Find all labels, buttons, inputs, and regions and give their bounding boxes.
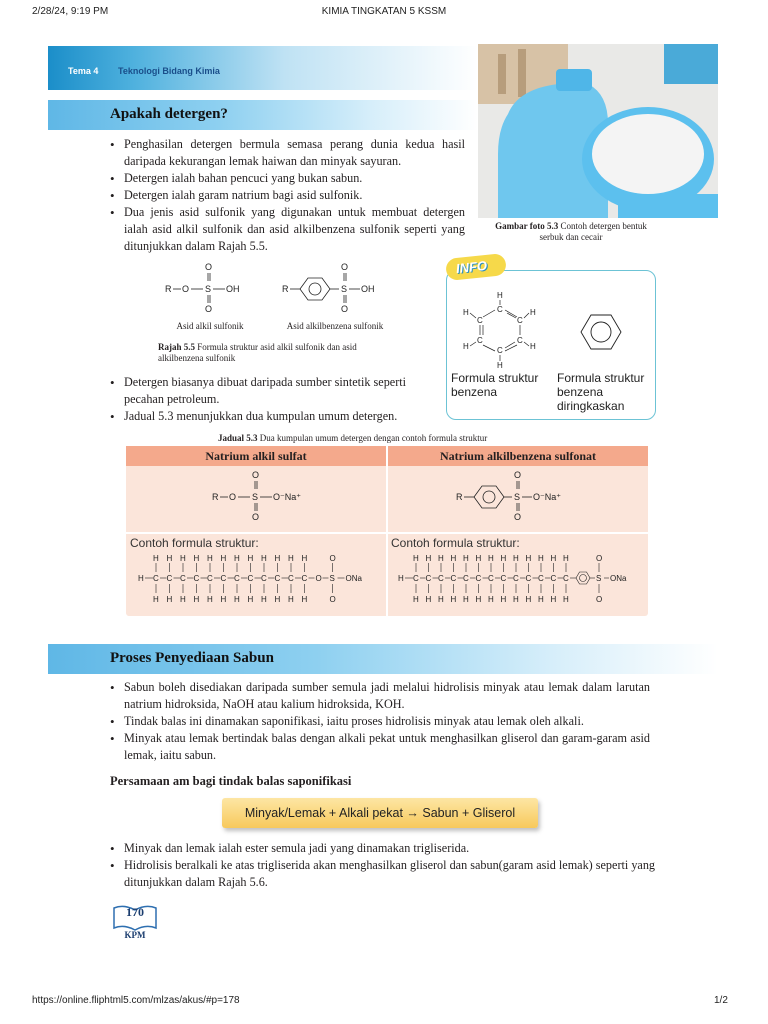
svg-text:H: H <box>207 595 213 604</box>
svg-text:R: R <box>282 284 289 294</box>
svg-text:S: S <box>341 284 348 294</box>
saponifikasi-equation: Minyak/Lemak + Alkali pekat → Sabun + Gliserol <box>244 806 516 820</box>
contoh-label-1: Contoh formula struktur: <box>130 536 259 550</box>
svg-text:C: C <box>513 574 519 583</box>
svg-text:H: H <box>497 291 503 300</box>
svg-text:H: H <box>550 595 557 604</box>
svg-text:C: C <box>166 574 173 583</box>
svg-text:H: H <box>488 554 494 563</box>
sabun-bullet-list-2 <box>110 840 655 891</box>
svg-text:O⁻Na⁺: O⁻Na⁺ <box>273 492 302 502</box>
svg-text:C: C <box>550 574 557 583</box>
svg-text:O: O <box>329 554 336 563</box>
svg-text:C: C <box>563 574 569 583</box>
svg-text:H: H <box>193 554 200 563</box>
svg-text:S: S <box>514 492 521 502</box>
svg-text:O: O <box>596 595 603 604</box>
svg-text:H: H <box>261 595 267 604</box>
section-proses-sabun-title: Proses Penyediaan Sabun <box>110 650 274 666</box>
list-item: • Penghasilan detergen bermula semasa perang dunia kedua hasil daripada kekurangan lemak haiwan dan minyak sayuran. <box>110 136 465 170</box>
list-item: • Detergen ialah bahan pencuci yang bukan sabun. <box>110 170 465 187</box>
svg-text:C: C <box>234 574 240 583</box>
print-page-count: 1/2 <box>714 995 728 1006</box>
col-natrium-alkilbenzena-sulfonat: Natrium alkilbenzena sulfonat <box>439 449 596 463</box>
jadual-caption-text: Dua kumpulan umum detergen dengan contoh formula struktur <box>259 433 488 443</box>
tema-banner <box>48 46 478 90</box>
svg-text:O: O <box>252 470 260 480</box>
tema-label: Tema 4 <box>68 66 99 76</box>
svg-text:O: O <box>341 262 349 272</box>
detergent-photo <box>478 44 718 218</box>
svg-text:H: H <box>180 595 186 604</box>
svg-text:R: R <box>212 492 219 502</box>
svg-text:H: H <box>261 554 267 563</box>
svg-text:H: H <box>207 554 213 563</box>
jadual-5-3-table <box>126 446 648 616</box>
svg-text:C: C <box>500 574 507 583</box>
svg-text:H: H <box>530 342 536 351</box>
photo-caption <box>486 221 656 243</box>
svg-text:H: H <box>450 595 457 604</box>
list-item: • Detergen ialah garam natrium bagi asid sulfonik. <box>110 187 465 204</box>
saponifikasi-subheading: Persamaan am bagi tindak balas saponifikasi <box>110 774 352 788</box>
svg-text:C: C <box>488 574 494 583</box>
svg-text:H: H <box>193 595 200 604</box>
svg-text:H: H <box>525 554 532 563</box>
svg-text:H: H <box>438 554 444 563</box>
list-item: • Jadual 5.3 menunjukkan dua kumpulan umum detergen. <box>110 408 440 425</box>
rajah-5-5-caption <box>158 342 398 364</box>
svg-text:H: H <box>475 595 482 604</box>
jadual-5-3-caption <box>218 433 618 444</box>
detergen-bullet-list-2 <box>110 374 440 425</box>
svg-text:H: H <box>180 554 186 563</box>
section-apakah-detergen-title: Apakah detergen? <box>110 106 228 122</box>
svg-text:H: H <box>463 595 469 604</box>
svg-text:C: C <box>425 574 432 583</box>
info-label-benzena-ringkas: Formula struktur benzena diringkaskan <box>557 371 645 413</box>
print-url: https://online.fliphtml5.com/mlzas/akus/#p=178 <box>32 995 240 1006</box>
svg-text:O: O <box>205 304 213 314</box>
svg-text:O: O <box>514 470 522 480</box>
svg-text:H: H <box>530 308 536 317</box>
svg-text:H: H <box>288 595 294 604</box>
svg-text:O: O <box>205 262 213 272</box>
svg-text:O: O <box>341 304 349 314</box>
svg-text:H: H <box>413 554 419 563</box>
info-badge-text: INFO <box>455 257 488 277</box>
svg-text:H: H <box>538 554 544 563</box>
svg-text:H: H <box>166 554 173 563</box>
print-datetime: 2/28/24, 9:19 PM <box>32 6 109 17</box>
svg-text:C: C <box>497 346 503 355</box>
svg-text:C: C <box>261 574 267 583</box>
svg-text:C: C <box>193 574 200 583</box>
svg-text:H: H <box>563 554 569 563</box>
svg-text:O: O <box>182 284 190 294</box>
publisher-label: KPM <box>124 930 146 940</box>
svg-text:C: C <box>180 574 186 583</box>
svg-text:ONa: ONa <box>345 574 362 583</box>
svg-text:S: S <box>205 284 212 294</box>
svg-text:H: H <box>138 574 144 583</box>
svg-text:H: H <box>153 554 159 563</box>
svg-text:C: C <box>497 305 503 314</box>
list-item: • Minyak dan lemak ialah ester semula jadi yang dinamakan trigliserida. <box>110 840 655 857</box>
svg-text:C: C <box>207 574 213 583</box>
svg-text:C: C <box>538 574 544 583</box>
svg-text:C: C <box>517 336 523 345</box>
svg-text:C: C <box>274 574 281 583</box>
svg-text:H: H <box>500 554 507 563</box>
contoh-label-2: Contoh formula struktur: <box>391 536 520 550</box>
svg-text:C: C <box>463 574 469 583</box>
svg-text:O: O <box>252 512 260 522</box>
list-item: • Hidrolisis beralkali ke atas trigliserida akan menghasilkan gliserol dan sabun(garam asid lemak) seperti yang ditunjukkan dalam Rajah 5.6. <box>110 857 655 891</box>
detergen-bullet-list <box>110 136 465 255</box>
svg-text:C: C <box>477 336 483 345</box>
svg-text:S: S <box>252 492 259 502</box>
svg-text:C: C <box>517 316 523 325</box>
svg-text:O: O <box>329 595 336 604</box>
svg-text:H: H <box>274 595 281 604</box>
list-item: • Detergen biasanya dibuat daripada sumber sintetik seperti pecahan petroleum. <box>110 374 440 408</box>
svg-text:C: C <box>153 574 159 583</box>
svg-text:H: H <box>513 554 519 563</box>
print-doc-title: KIMIA TINGKATAN 5 KSSM <box>321 6 447 17</box>
struct1-label: Asid alkil sulfonik <box>176 321 244 331</box>
svg-text:C: C <box>475 574 482 583</box>
svg-text:H: H <box>450 554 457 563</box>
svg-text:O: O <box>229 492 237 502</box>
svg-text:O: O <box>315 574 322 583</box>
section-apakah-detergen-bar <box>48 100 478 130</box>
svg-text:H: H <box>497 361 503 370</box>
svg-text:C: C <box>525 574 532 583</box>
svg-text:H: H <box>234 554 240 563</box>
svg-text:R: R <box>165 284 172 294</box>
photo-caption-label: Gambar foto 5.3 <box>495 221 559 231</box>
rajah-5-5-structures <box>150 258 400 336</box>
page-number-badge <box>112 904 158 942</box>
svg-text:H: H <box>525 595 532 604</box>
svg-text:H: H <box>166 595 173 604</box>
jadual-caption-label: Jadual 5.3 <box>218 433 258 443</box>
svg-text:H: H <box>301 595 308 604</box>
svg-text:C: C <box>247 574 254 583</box>
svg-text:H: H <box>538 595 544 604</box>
svg-text:H: H <box>425 554 432 563</box>
info-label-benzena: Formula struktur benzena <box>451 371 539 399</box>
svg-text:H: H <box>500 595 507 604</box>
list-item: • Minyak atau lemak bertindak balas dengan alkali pekat untuk menghasilkan gliserol dan garam-garam asid lemak, iaitu sabun. <box>110 730 650 764</box>
col-natrium-alkil-sulfat: Natrium alkil sulfat <box>205 449 307 463</box>
svg-text:OH: OH <box>226 284 240 294</box>
svg-text:H: H <box>234 595 240 604</box>
svg-text:ONa: ONa <box>610 574 627 583</box>
tema-title: Teknologi Bidang Kimia <box>118 66 220 76</box>
svg-text:OH: OH <box>361 284 375 294</box>
svg-text:O⁻Na⁺: O⁻Na⁺ <box>533 492 562 502</box>
saponifikasi-equation-box <box>222 798 538 828</box>
photo-caption-text: Contoh detergen bentuk serbuk dan cecair <box>539 221 647 242</box>
svg-text:H: H <box>247 595 254 604</box>
svg-text:H: H <box>488 595 494 604</box>
svg-text:C: C <box>477 316 483 325</box>
struct2-label: Asid alkilbenzena sulfonik <box>286 321 384 331</box>
svg-text:H: H <box>274 554 281 563</box>
svg-text:H: H <box>550 554 557 563</box>
svg-text:C: C <box>288 574 294 583</box>
svg-text:H: H <box>413 595 419 604</box>
svg-text:C: C <box>450 574 457 583</box>
section-proses-sabun-bar <box>48 644 718 674</box>
svg-text:H: H <box>220 554 227 563</box>
row-divider <box>126 532 648 534</box>
svg-text:H: H <box>153 595 159 604</box>
svg-text:C: C <box>413 574 419 583</box>
svg-text:S: S <box>596 574 602 583</box>
svg-text:H: H <box>425 595 432 604</box>
svg-text:C: C <box>220 574 227 583</box>
svg-text:H: H <box>513 595 519 604</box>
svg-text:C: C <box>438 574 444 583</box>
list-item: • Tindak balas ini dinamakan saponifikasi, iaitu proses hidrolisis minyak atau lemak oleh alkali. <box>110 713 650 730</box>
svg-text:H: H <box>475 554 482 563</box>
svg-text:S: S <box>329 574 335 583</box>
svg-text:H: H <box>288 554 294 563</box>
svg-text:H: H <box>398 574 404 583</box>
info-box <box>446 270 656 420</box>
list-item: • Dua jenis asid sulfonik yang digunakan untuk membuat detergen ialah asid alkil sulfonik dan asid alkilbenzena sulfonik seperti yang ditunjukkan dalam Rajah 5.5. <box>110 204 465 255</box>
svg-text:O: O <box>596 554 603 563</box>
svg-text:H: H <box>220 595 227 604</box>
svg-text:H: H <box>463 342 469 351</box>
svg-text:H: H <box>463 308 469 317</box>
rajah-caption-text: Formula struktur asid alkil sulfonik dan asid alkilbenzena sulfonik <box>158 342 357 363</box>
page-number: 170 <box>126 905 144 919</box>
rajah-caption-label: Rajah 5.5 <box>158 342 196 352</box>
sabun-bullet-list <box>110 679 650 764</box>
svg-text:H: H <box>438 595 444 604</box>
svg-text:H: H <box>463 554 469 563</box>
svg-text:H: H <box>301 554 308 563</box>
svg-text:H: H <box>563 595 569 604</box>
svg-text:R: R <box>456 492 463 502</box>
list-item: • Sabun boleh disediakan daripada sumber semula jadi melalui hidrolisis minyak atau lemak dalam larutan natrium hidroksida, NaOH atau kalium hidroksida, KOH. <box>110 679 650 713</box>
svg-text:H: H <box>247 554 254 563</box>
svg-text:O: O <box>514 512 522 522</box>
svg-text:C: C <box>301 574 308 583</box>
